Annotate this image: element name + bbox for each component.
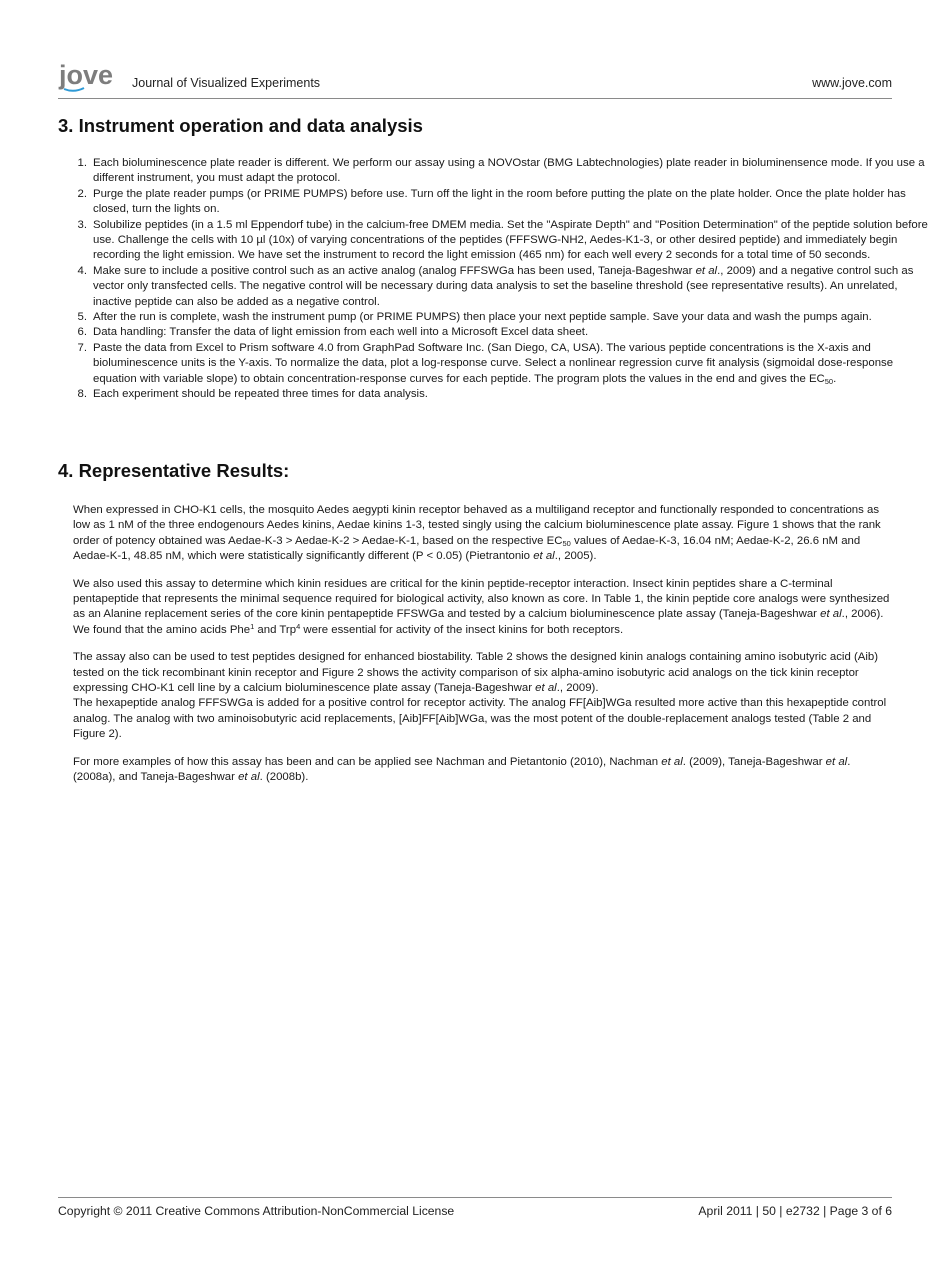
italic-et-al: et al	[695, 264, 718, 277]
text-run: We also used this assay to determine which kinin residues are critical for the kinin peptide-receptor interaction. Insect kinin peptides share a C-terminal pentapeptide that represents the minimal sequence required for biological activity, also known as core. In Table 1, the kinin peptide core analogs were synthesized as an Alanine replacement series of the core kinin pentapeptide FFSWGa and tested by a calcium bioluminescence plate assay (Taneja-Bageshwar	[73, 577, 890, 621]
italic-et-al: et al	[825, 755, 848, 768]
list-item	[93, 387, 929, 402]
superscript: 4	[296, 621, 301, 631]
results-paragraph-2	[73, 577, 893, 639]
journal-name: Journal of Visualized Experiments	[132, 76, 321, 90]
step-text: Paste the data from Excel to Prism software 4.0 from GraphPad Software Inc. (San Diego, CA, USA). The various peptide concentrations is the X-axis and bioluminescence units is the Y-axis. To normalize the data, plot a log-response curve. Select a nonlinear regression curve fit analysis (sigmoidal dose-response equation with variable slope) to obtain concentration-response curves for each peptide. The program plots the values in the end and gives the EC	[93, 341, 894, 385]
results-body	[73, 503, 893, 798]
subscript: 50	[824, 376, 834, 386]
text-run: ., 2006). We found that the amino acids Phe	[73, 608, 884, 636]
page-info: April 2011 | 50 | e2732 | Page 3 of 6	[698, 1204, 892, 1218]
italic-et-al: et al	[238, 771, 260, 784]
jove-logo	[58, 60, 126, 94]
list-item	[93, 325, 929, 340]
text-run: For more examples of how this assay has been and can be applied see Nachman and Pietantonio (2010), Nachman	[73, 755, 662, 768]
list-item	[93, 218, 929, 264]
italic-et-al: et al	[820, 608, 842, 621]
site-url[interactable]: www.jove.com	[812, 76, 892, 90]
page-footer	[58, 1197, 892, 1218]
logo-wordmark: jove	[59, 60, 114, 90]
text-run: ., 2005).	[554, 550, 597, 563]
text-run: The hexapeptide analog FFFSWGa is added for a positive control for receptor activity. The analog FF[Aib]WGa resulted more active than this hexapeptide control analog. The analog with two aminoisobutyric acid replacements, [Aib]FF[Aib]WGa, was the most potent of the double-replacement analogs tested (Table 2 and Figure 2).	[73, 697, 887, 741]
text-run: . (2008a), and Taneja-Bageshwar	[73, 755, 851, 784]
text-run: The assay also can be used to test peptides designed for enhanced biostability. Table 2 shows the designed kinin analogs containing amino isobutyric acid (Aib) tested on the tick recombinant kinin receptor and Figure 2 shows the activity comparison of six alpha-amino isobutyric acid analogs on the tick kinin receptor expressing CHO-K1 cell line by a calcium bioluminescence plate assay (Taneja-Bageshwar	[73, 651, 879, 695]
page-header	[58, 60, 892, 99]
results-paragraph-1	[73, 503, 893, 565]
copyright-text: Copyright © 2011 Creative Commons Attribution-NonCommercial License	[58, 1204, 455, 1218]
list-item	[93, 310, 929, 325]
text-run: were essential for activity of the insect kinins for both receptors.	[300, 623, 624, 636]
subscript: 50	[562, 538, 571, 548]
step-text: .	[833, 372, 837, 385]
italic-et-al: et al	[661, 755, 683, 768]
text-run: . (2009), Taneja-Bageshwar	[682, 755, 826, 768]
results-paragraph-4	[73, 755, 893, 786]
step-text: Purge the plate reader pumps (or PRIME PUMPS) before use. Turn off the light in the room before putting the plate on the plate holder. Once the plate holder has closed, turn the lights on.	[93, 187, 906, 216]
procedure-steps-list	[58, 156, 929, 403]
list-item	[93, 187, 929, 218]
italic-et-al: et al	[533, 550, 555, 563]
italic-et-al: et al	[535, 682, 557, 695]
text-run: When expressed in CHO-K1 cells, the mosquito Aedes aegypti kinin receptor behaved as a multiligand receptor and functionally responded to concentrations as low as 1 nM of the three endogenours Aedes kinins, Aedae kinins 1-3, tested singly using the calcium bioluminescence plate assay. Figure 1 shows that the rank order of potency obtained was Aedae-K-3 > Aedae-K-2 > Aedae-K-1, based on the respective EC	[73, 504, 881, 547]
list-item	[93, 156, 929, 187]
list-item	[93, 341, 929, 387]
list-item	[93, 264, 929, 310]
step-text: Solubilize peptides (in a 1.5 ml Eppendorf tube) in the calcium-free DMEM media. Set the "Aspirate Depth" and "Position Determination" of the peptide solution before use. Challenge the cells with 10 µl (10x) of varying concentrations of the peptides (FFFSWG-NH2, Aedes-K1-3, or other desired peptide) and immediately begin recording the light emission. We have set the instrument to record the light emission (465 nm) for each well every 2 seconds for a total time of 50 seconds.	[93, 218, 928, 262]
step-text: Make sure to include a positive control such as an active analog (analog FFFSWGa has been used, Taneja-Bageshwar	[93, 264, 696, 277]
text-run: . (2008b).	[259, 771, 309, 784]
superscript: 1	[250, 621, 255, 631]
step-text: Each bioluminescence plate reader is different. We perform our assay using a NOVOstar (BMG Labtechnologies) plate reader in bioluminensence mode. If you use a different instrument, you must adapt the protocol.	[93, 157, 925, 185]
section-3-heading: 3. Instrument operation and data analysis	[58, 115, 423, 136]
step-text: Each experiment should be repeated three times for data analysis.	[93, 388, 428, 401]
text-run: values of Aedae-K-3, 16.04 nM; Aedae-K-2, 26.6 nM and Aedae-K-1, 48.85 nM, which were statistically significantly different (P < 0.05) (Pietrantonio	[73, 534, 861, 563]
step-text: After the run is complete, wash the instrument pump (or PRIME PUMPS) then place your next peptide sample. Save your data and wash the pumps again.	[93, 311, 872, 324]
text-run: ., 2009).	[556, 682, 599, 695]
step-text: Data handling: Transfer the data of light emission from each well into a Microsoft Excel data sheet.	[93, 326, 589, 339]
step-text: ., 2009) and a negative control such as vector only transfected cells. The negative control will be necessary during data analysis to set the baseline threshold (see representative results). An unrelated, inactive peptide can also be added as a negative control.	[93, 264, 914, 308]
text-run: and Trp	[254, 623, 297, 636]
section-4-heading: 4. Representative Results:	[58, 460, 290, 481]
results-paragraph-3	[73, 650, 893, 742]
